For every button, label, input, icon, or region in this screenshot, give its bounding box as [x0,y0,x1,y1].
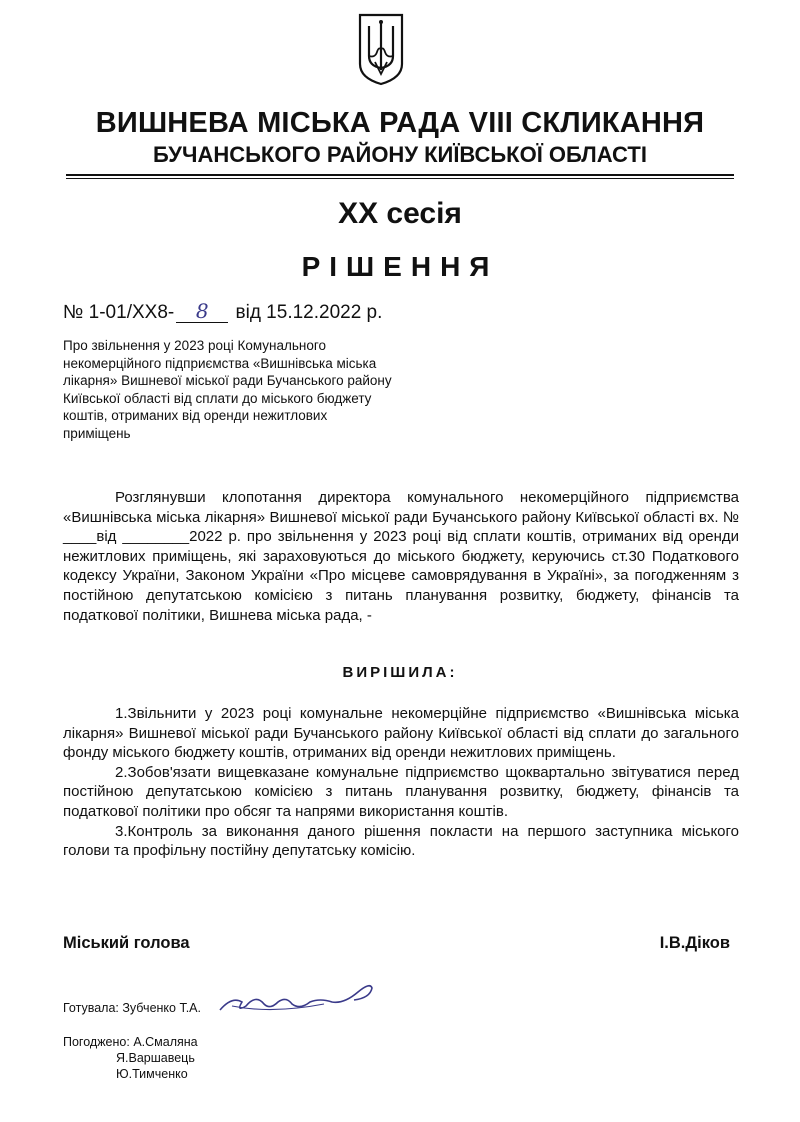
mayor-name: І.В.Діков [659,934,730,952]
preamble [63,488,739,625]
mayor-label: Міський голова [63,934,190,952]
resolved-heading: ВИРІШИЛА: [342,664,458,681]
handwritten-number: 8 [176,300,228,323]
resolution-item-2: 2.Зобов'язати вищевказане комунальне підприємство щоквартально звітуватися перед постійною депутатською комісією з питань планування розвитку, бюджету, фінансів та податкової політики про обсяг та напрями використання коштів. [63,763,739,820]
decision-number-line [63,300,382,326]
decision-date: від 15.12.2022 р. [235,302,383,323]
preamble-paragraph: Розглянувши клопотання директора комунального некомерційного підприємства «Вишнівська міська лікарня» Вишневої міської ради Бучанського району Київської області вх. № ____від ________2022 р. про звільнення у 2023 році від сплати коштів, отриманих від оренди нежитлових приміщень, які зараховуються до міського бюджету, керуючись ст.30 Податкового кодексу України, Законом України «Про місцеве самоврядування в Україні», за погодженням з постійною депутатською комісією з питань планування розвитку, бюджету, фінансів та податкової політики, Вишнева міська рада, - [63,489,739,624]
resolution-item-1: 1.Звільнити у 2023 році комунальне некомерційне підприємство «Вишнівська міська лікарня» Вишневої міської ради Бучанського району Київської області від сплати до загального фонду міського бюджету коштів, отриманих від оренди нежитлових приміщень. [63,705,739,762]
org-title: ВИШНЕВА МІСЬКА РАДА VIII СКЛИКАННЯ [95,107,705,139]
handwritten-signature [212,976,382,1022]
decision-subject: Про звільнення у 2023 році Комунального некомерційного підприємства «Вишнівська міська лікарня» Вишневої міської ради Бучанського району Київської області від сплати до міського бюджету коштів, отриманих від оренди нежитлових приміщень [63,338,392,441]
prepared-by: Готувала: Зубченко Т.А. [63,1001,201,1015]
resolution-items [63,704,739,861]
header-divider-thin [66,178,734,179]
agreed-name-2: Я.Варшавець [116,1051,195,1065]
agreed-name-3: Ю.Тимченко [116,1067,188,1081]
decision-number-prefix: № 1-01/XX8- [63,302,175,323]
document-type-heading: РІШЕННЯ [301,251,499,282]
resolution-item-3: 3.Контроль за виконання даного рішення покласти на першого заступника міського голови та профільну постійну депутатську комісію. [63,822,739,860]
agreed-row-1 [63,1034,198,1050]
trident-coat-of-arms-icon [357,12,405,86]
agreed-block [63,1034,198,1082]
agreed-label: Погоджено: [63,1035,130,1049]
session-title: XX сесія [338,197,462,230]
agreed-name-1: А.Смаляна [133,1035,198,1049]
header-divider-thick [66,174,734,176]
org-subtitle: БУЧАНСЬКОГО РАЙОНУ КИЇВСЬКОЇ ОБЛАСТІ [153,142,647,167]
